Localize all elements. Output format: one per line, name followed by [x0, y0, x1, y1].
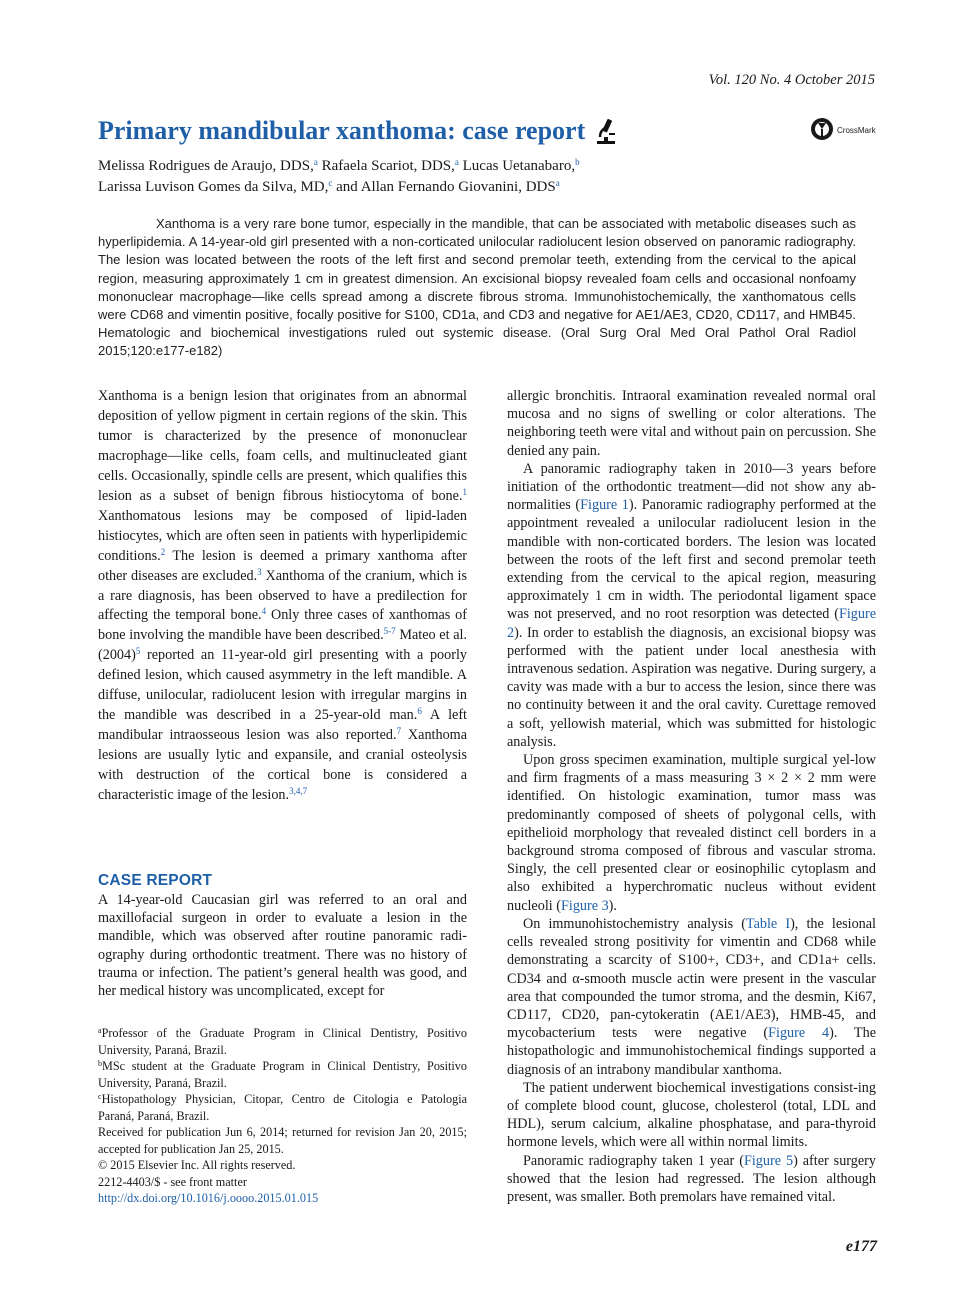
affiliation-marker[interactable]: a: [454, 157, 459, 167]
crossmark-icon: [810, 117, 834, 143]
paragraph: The patient underwent biochemical investigations consist-ing of complete blood count, glucose, cholesterol (total, LDL and HDL), serum calcium, alkaline phosphatase, and para-thyroid hormone levels, which were all within normal limits.: [507, 1079, 876, 1151]
footnote-affiliation-a: $^a$Professor of the Graduate Program in Clinical Dentistry, Positivo University, Paraná, Brazil.: [98, 1026, 467, 1057]
citation-link[interactable]: 3: [257, 566, 262, 577]
figure-link[interactable]: Figure 2: [507, 606, 876, 641]
citation-link[interactable]: 2: [160, 546, 166, 557]
received-dates: Received for publication Jun 6, 2014; returned for revision Jan 20, 2015; accepted for publication Jan 25, 2015.: [98, 1125, 467, 1156]
author: Rafaela Scariot, DDS,: [321, 158, 455, 174]
affiliation-marker[interactable]: b: [575, 157, 580, 167]
microscope-icon: [595, 117, 617, 145]
case-report-text: A 14-year-old Caucasian girl was referred to an oral and maxillofacial surgeon in order to evaluate a lesion in the mandible, which was observed after routine panoramic radi-ography during orthodontic treatment. There was no history of trauma or infection. The patient’s general health was good, and her medical history was uncomplicated, except for: [98, 892, 467, 1000]
doi-link[interactable]: http://dx.doi.org/10.1016/j.oooo.2015.01.015: [98, 1191, 319, 1205]
page-number: e177: [845, 1238, 877, 1255]
author: Melissa Rodrigues de Araujo, DDS,: [98, 158, 314, 174]
article-title-text: Primary mandibular xanthoma: case report: [98, 116, 586, 145]
citation-link[interactable]: 1: [462, 486, 467, 497]
table-link[interactable]: Table I: [745, 915, 791, 932]
figure-link[interactable]: Figure 4: [768, 1025, 830, 1042]
footnotes: [98, 1025, 467, 1207]
introduction-text: [98, 387, 467, 806]
paragraph: Upon gross specimen examination, multiple surgical yel-low and firm fragments of a mass measuring 3 × 2 × 2 mm were identified. On histologic examination, tumor mass was predominantly composed of sheets of polygonal cells, with epithelioid morphology that revealed distinct cell borders in a background stroma composed of fibrous and vascular stroma. Singly, the cell presented clear or eosinophilic cytoplasm and also exhibited a hyperchromatic nucleus without evident nucleoli (Figure 3).: [507, 752, 876, 914]
citation-link[interactable]: 6: [417, 706, 422, 717]
affiliation-marker[interactable]: a: [313, 157, 318, 167]
figure-link[interactable]: Figure 3: [560, 897, 609, 914]
figure-link[interactable]: Figure 5: [743, 1152, 794, 1169]
section-heading-case-report: CASE REPORT: [98, 872, 213, 889]
citation-link[interactable]: 5: [135, 646, 141, 657]
footnote-affiliation-b: $^b$MSc student at the Graduate Program in Clinical Dentistry, Positivo University, Paraná, Brazil.: [98, 1059, 467, 1090]
article-title: [98, 116, 617, 146]
paragraph: allergic bronchitis. Intraoral examination revealed normal oral mucosa and no signs of swelling or color alterations. The neighboring teeth were vital and without pain on percussion. She denied any pain.: [507, 388, 876, 459]
citation-link[interactable]: 5-7: [383, 626, 396, 637]
crossmark-label: CrossMark: [837, 125, 876, 135]
citation-link[interactable]: 3,4,7: [289, 786, 308, 797]
journal-info: Vol. 120 No. 4 October 2015: [708, 72, 875, 88]
paragraph: On immunohistochemistry analysis (Table I), the lesional cells revealed strong positivity for vimentin and CD68 while demonstrating a scarcity of S100+, CD3+, and CD1a+ cells. CD34 and α-smooth muscle actin were present in the vascular area that compounded the tumor stroma, and the desmin, Ki67, CD117, CD20, pan-cytokeratin (AE1/AE3), HMB-45, and mycobacterium tests were negative (Figure 4). The histopathologic and immunohistochemical findings supported a diagnosis of an intrabony mandibular xanthoma.: [507, 915, 877, 1078]
figure-link[interactable]: Figure 1: [580, 497, 629, 514]
paragraph: A panoramic radiography taken in 2010—3 years before initiation of the orthodontic treatment—did not show any ab-normalities (Figure 1). Panoramic radiography performed at the appointment revealed a unilocular radiolucent lesion in the mandible with non-corticated borders. The lesion was located between the roots of the left first and second premolar teeth extending from the cervical to the apical region, measuring approximately 1 cm in width. The periodontal ligament space was not preserved, and no root resorption was detected (Figure 2). In order to establish the diagnosis, an excisional biopsy was performed with the patient under local anesthesia with intravenous sedation. Aspiration was negative. During surgery, a cavity was made with a bur to access the lesion, since there was no continuity between it and the oral cavity. Curettage removed a soft, yellowish material, which was submitted for histologic analysis.: [507, 460, 876, 750]
footnote-affiliation-c: $^c$Histopathology Physician, Citopar, Centro de Citologia e Patologia Paraná, Paraná, Brazil.: [98, 1092, 467, 1123]
crossmark-badge[interactable]: [810, 117, 876, 143]
affiliation-marker[interactable]: c: [328, 178, 333, 188]
case-report-continued: [507, 387, 876, 1206]
author: and Allan Fernando Giovanini, DDS: [336, 179, 556, 195]
author: Larissa Luvison Gomes da Silva, MD,: [98, 179, 329, 195]
affiliation-marker[interactable]: a: [555, 178, 560, 188]
copyright: © 2015 Elsevier Inc. All rights reserved.: [98, 1158, 296, 1172]
introduction-paragraph: Xanthoma is a benign lesion that originates from an abnormal deposition of yellow pigment in certain regions of the skin. This tumor is characterized by the presence of mononuclear macrophage—like cells, foam cells, and multinucleated giant cells. Occasionally, spindle cells are present, which qualifies this lesion as a subset of benign fibrous histiocytoma of bone.$^1$ Xanthomatous lesions may be composed of lipid-laden histiocytes, which are often seen in patients with hyperlipidemic conditions.$^2$ The lesion is deemed a primary xanthoma after other diseases are excluded.$^3$ Xanthoma of the cranium, which is a rare diagnosis, has been observed to have a predilection for affecting the temporal bone.$^4$ Only three cases of xanthomas of bone involving the mandible have been described.$^{5-7}$ Mateo et al. $(2004)^5$ reported an 11-year-old girl presenting with a poorly defined lesion, which caused asymmetry in the left mandible. A diffuse, unilocular, radiolucent lesion with irregular margins in the mandible was described in a 25-year-old man.$^6$ A left mandibular intraosseous lesion was also reported.$^7$ Xanthoma lesions are usually lytic and expansile, and cranial osteolysis with destruction of the cortical bone is considered a characteristic image of the lesion.$^{3,4,7}$: [98, 388, 467, 804]
abstract: Xanthoma is a very rare bone tumor, especially in the mandible, that can be associated with metabolic diseases such as hyperlipidemia. A 14-year-old girl presented with a non-corticated unilocular radiolucent lesion observed on panoramic radiography. The lesion was located between the roots of the left first and second premolar teeth, extending from the cervical to the apical region, measuring approximately 1 cm in greatest dimension. An excisional biopsy revealed foam cells and occasional nonfoamy mononuclear macrophage—like cells spread among a discrete fibrous stroma. Immunohistochemically, the xanthomatous cells were CD68 and vimentin positive, focally positive for S100, CD1a, and CD3 and negative for AE1/AE3, CD20, CD117, and HMB45. Hematologic and biochemical investigations ruled out systemic disease. (Oral Surg Oral Med Oral Pathol Oral Radiol 2015;120:e177-e182): [98, 216, 856, 359]
author-list: [98, 156, 658, 198]
author: Lucas Uetanabaro,: [462, 158, 576, 174]
paragraph: Panoramic radiography taken 1 year (Figure 5) after surgery showed that the lesion had regressed. The lesion although present, was smaller. Both premolars have remained vital.: [507, 1152, 876, 1205]
citation-link[interactable]: 7: [396, 726, 402, 737]
issn: 2212-4403/$ - see front matter: [98, 1174, 247, 1189]
citation-link[interactable]: 4: [261, 606, 267, 617]
